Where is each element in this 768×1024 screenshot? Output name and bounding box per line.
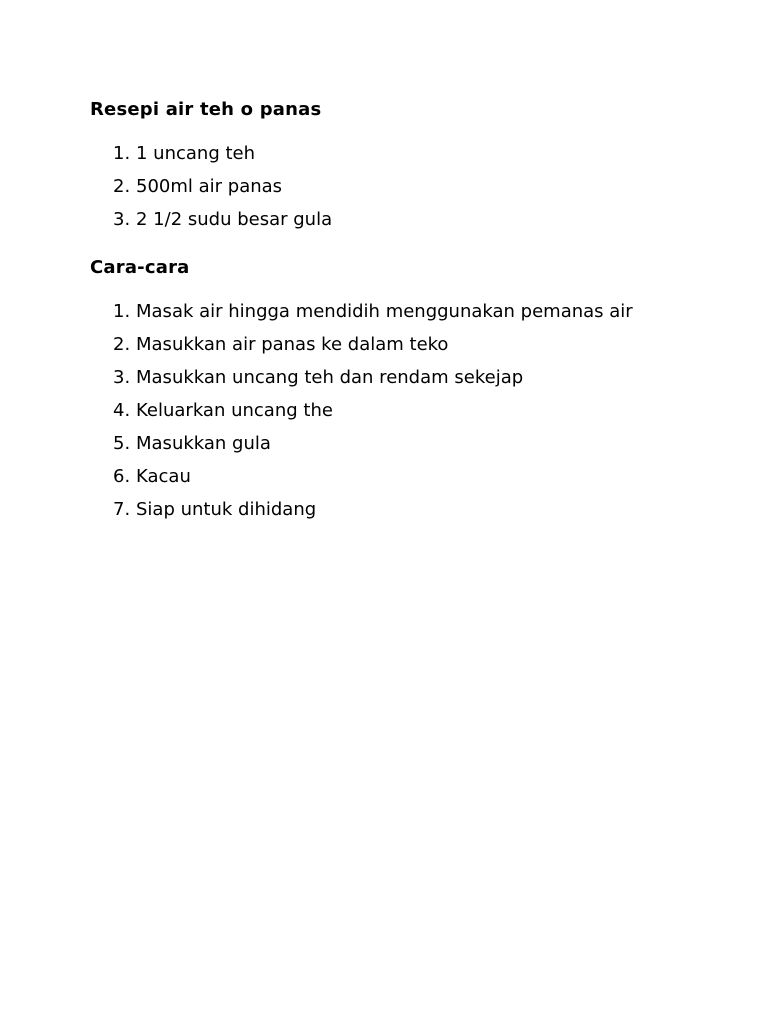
list-number: 3. [113, 367, 131, 388]
ingredient-item [113, 143, 332, 176]
method-title: Cara-cara [90, 257, 190, 278]
step-item [113, 301, 633, 334]
list-number: 5. [113, 433, 131, 454]
ingredient-item [113, 176, 332, 209]
step-text: Kacau [136, 466, 191, 487]
list-number: 6. [113, 466, 131, 487]
step-text: Masak air hingga mendidih menggunakan pemanas air [136, 301, 633, 322]
step-text: Siap untuk dihidang [136, 499, 317, 520]
step-item [113, 400, 633, 433]
recipe-title: Resepi air teh o panas [90, 99, 322, 120]
step-item [113, 367, 633, 400]
step-text: Masukkan air panas ke dalam teko [136, 334, 449, 355]
list-number: 1. [113, 301, 131, 322]
step-text: Masukkan gula [136, 433, 271, 454]
step-text: Keluarkan uncang the [136, 400, 333, 421]
list-number: 3. [113, 209, 131, 230]
list-number: 4. [113, 400, 131, 421]
step-item [113, 433, 633, 466]
list-number: 2. [113, 176, 131, 197]
ingredient-text: 500ml air panas [136, 176, 283, 197]
list-number: 7. [113, 499, 131, 520]
steps-list [113, 301, 633, 532]
list-number: 2. [113, 334, 131, 355]
list-number: 1. [113, 143, 131, 164]
step-item [113, 334, 633, 367]
ingredient-item [113, 209, 332, 242]
ingredient-text: 2 1/2 sudu besar gula [136, 209, 333, 230]
ingredient-text: 1 uncang teh [136, 143, 256, 164]
step-text: Masukkan uncang teh dan rendam sekejap [136, 367, 524, 388]
step-item [113, 499, 633, 532]
ingredients-list [113, 143, 332, 242]
step-item [113, 466, 633, 499]
